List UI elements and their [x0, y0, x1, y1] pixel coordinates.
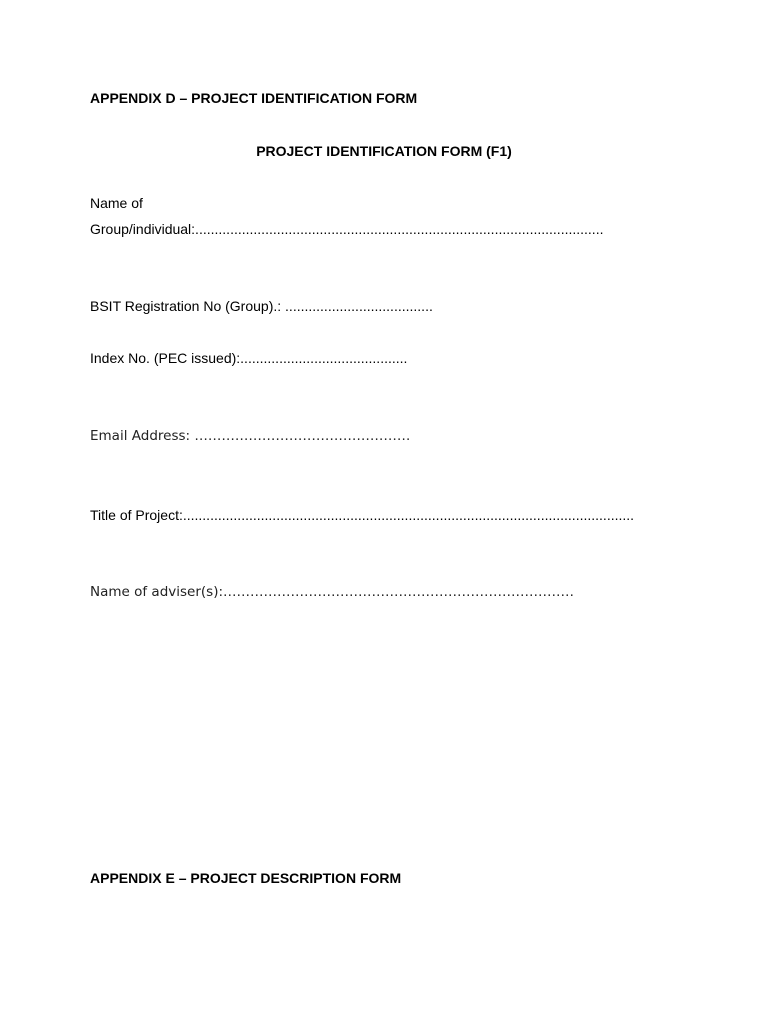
- appendix-d-heading: APPENDIX D – PROJECT IDENTIFICATION FORM: [90, 90, 418, 106]
- group-individual-field: Group/individual:.........................................................................................................: [90, 221, 604, 237]
- name-label-line1: Name of: [90, 195, 143, 211]
- appendix-e-heading: APPENDIX E – PROJECT DESCRIPTION FORM: [90, 870, 402, 886]
- advisers-field: Name of adviser(s):……………………………………………………………………: [90, 584, 575, 600]
- email-address-field: Email Address: …………………………………………: [90, 428, 411, 444]
- bsit-registration-field: BSIT Registration No (Group).: ......................................: [90, 298, 433, 314]
- form-title: PROJECT IDENTIFICATION FORM (F1): [256, 143, 512, 159]
- project-title-field: Title of Project:....................................................................................................................: [90, 507, 635, 523]
- index-number-field: Index No. (PEC issued):...........................................: [90, 350, 408, 366]
